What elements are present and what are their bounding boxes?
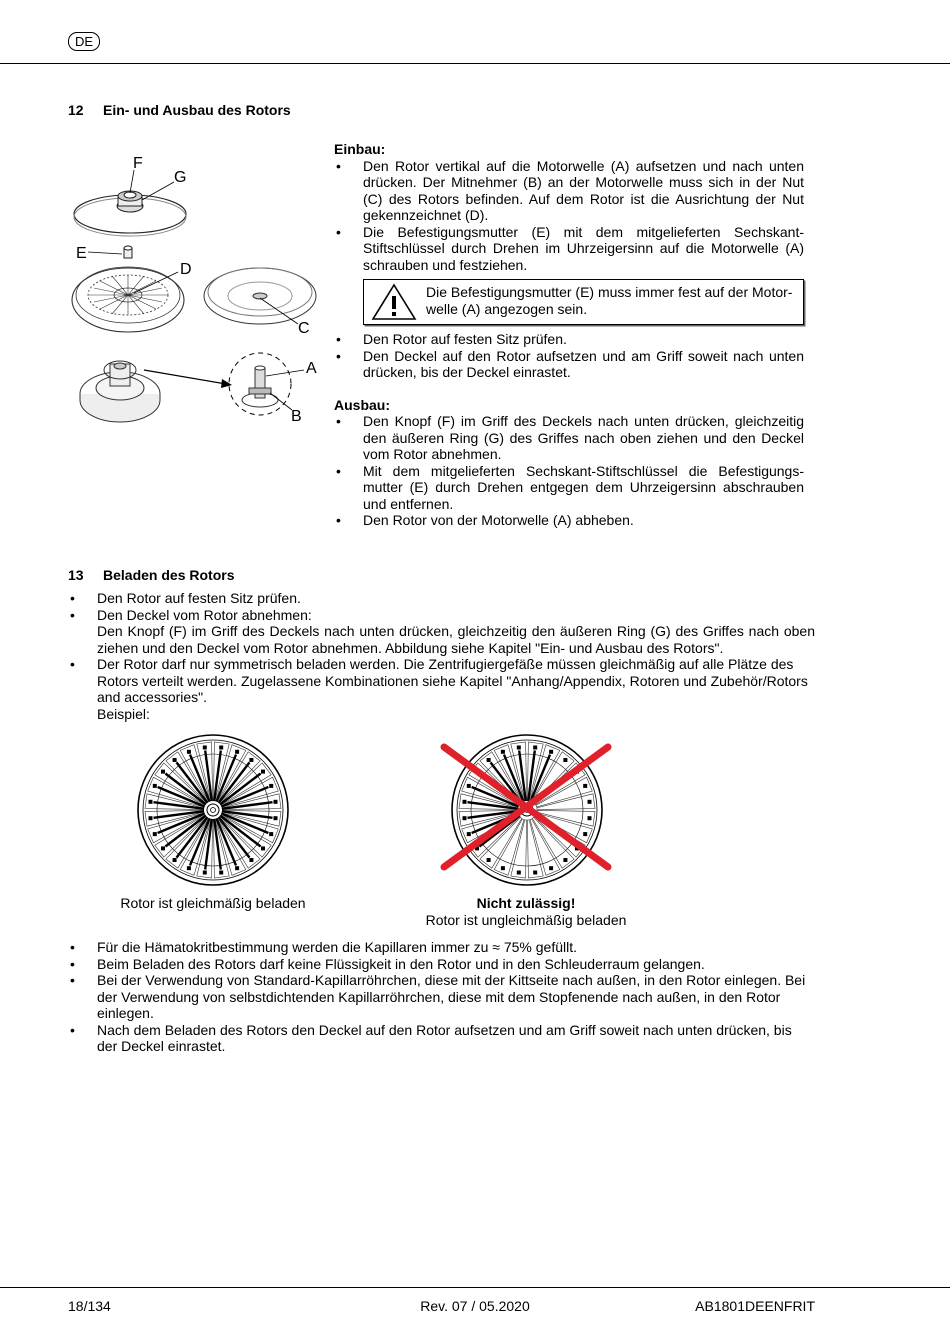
section-12-title: Ein- und Ausbau des Rotors (103, 102, 291, 118)
list-item: • Beim Beladen des Rotors darf keine Flüssigkeit in den Rotor und in den Schleuderraum gelangen. (68, 956, 815, 973)
einbau-list-2 (334, 331, 804, 381)
list-item-extra: Den Knopf (F) im Griff des Deckels nach unten drücken, gleichzeitig den äußeren Ring (G) des Griffes nach oben ziehen und den Deckel vom Rotor abnehmen. Abbildung siehe Kapitel "Ein- und Ausbau des Rotors". (97, 623, 815, 656)
slot-number-mark (187, 750, 191, 754)
detail-arrow (144, 370, 226, 384)
label-f-leader (130, 170, 134, 193)
list-item: • Mit dem mitgelieferten Sechskant-Stiftschlüssel die Befestigungs-mutter (E) durch Drehen entgegen dem Uhrzeigersinn abschrauben und entfernen. (334, 463, 804, 513)
slot-number-mark (249, 858, 253, 862)
lid-drawing (74, 191, 186, 236)
warning-icon (370, 282, 418, 322)
slot-number-mark (235, 750, 239, 754)
slot-number-mark (187, 866, 191, 870)
caption-bad-title: Nicht zulässig! (476, 895, 576, 911)
label-e: E (76, 245, 87, 262)
list-item: • Den Rotor von der Motorwelle (A) abheben. (334, 512, 804, 529)
shaft-detail-drawing (242, 366, 278, 407)
caption-ok: Rotor ist gleichmäßig beladen (120, 895, 306, 911)
slot-number-mark (269, 832, 273, 836)
label-g: G (174, 169, 187, 186)
rotor-hub (207, 804, 219, 816)
caption-bad-text: Rotor ist ungleichmäßig beladen (425, 912, 627, 928)
list-item-text: Den Rotor auf festen Sitz prüfen. (97, 590, 301, 606)
label-f: F (133, 155, 143, 172)
slot-number-mark (173, 858, 177, 862)
slot-number-mark (274, 800, 278, 804)
label-a-leader (266, 370, 304, 376)
footer-rule (0, 1287, 950, 1288)
slot-number-mark (261, 770, 265, 774)
list-item: • Nach dem Beladen des Rotors den Deckel auf den Rotor aufsetzen und am Griff soweit nach unten drücken, bis der Deckel einrastet. (68, 1022, 815, 1055)
list-item-text: Der Rotor darf nur symmetrisch beladen werden. Die Zentrifugiergefäße müssen gleichmäßig auf alle Plätze des Rotors verteilt werden. Zugelassene Kombinationen siehe Kapitel "Anhang/Appendix, Rotoren und Zubehör/Rotors and accessories". (97, 656, 808, 705)
slot-number-mark (203, 746, 207, 750)
label-a: A (306, 360, 317, 377)
header-rule (0, 63, 950, 64)
list-item-extra: Beispiel: (97, 705, 150, 722)
slot-number-mark (261, 846, 265, 850)
ausbau-title: Ausbau: (334, 396, 390, 413)
label-c: C (298, 320, 310, 337)
caption-bad (396, 895, 656, 929)
list-item: • Den Deckel auf den Rotor aufsetzen und am Griff soweit nach unten drücken, bis der Deckel einrastet. (334, 348, 804, 381)
label-d: D (180, 261, 192, 278)
slot-number-mark (235, 866, 239, 870)
slot-number-mark (149, 816, 153, 820)
slot-number-mark (173, 758, 177, 762)
loading-list (68, 590, 815, 722)
list-item: • Den Rotor vertikal auf die Motorwelle (A) aufsetzen und nach unten drücken. Der Mitnehmer (B) an der Motorwelle muss sich in der Nut (C) des Rotors befinden. Auf dem Rotor ist die Ausrichtung der Nut gekennzeichnet (D). (334, 158, 804, 224)
notes-list (68, 939, 815, 1055)
list-item: • Den Knopf (F) im Griff des Deckels nach unten drücken, gleichzeitig den äußeren Ring (G) des Griffes nach oben ziehen und den Deckel vom Rotor abnehmen. (334, 413, 804, 463)
list-item-text: Den Deckel vom Rotor abnehmen: (97, 606, 312, 623)
slot-number-mark (161, 846, 165, 850)
slot-number-mark (249, 758, 253, 762)
ausbau-list (334, 413, 804, 529)
label-b: B (291, 408, 302, 425)
section-13-number: 13 (68, 567, 84, 583)
section-13-text (68, 590, 815, 722)
slot-number-mark (274, 816, 278, 820)
section-13-title: Beladen des Rotors (103, 567, 235, 583)
list-item: • Bei der Verwendung von Standard-Kapillarröhrchen, diese mit der Kittseite nach außen, in den Rotor einlegen. Bei der Verwendung von selbstdichtenden Kapillarröhrchen, diese mit dem Stopfenende nach außen, in den Rotor einlegen. (68, 972, 815, 1022)
rotor-installation-figure (64, 148, 326, 428)
slot-number-mark (219, 746, 223, 750)
slot-number-mark (219, 871, 223, 875)
list-item (68, 590, 815, 607)
section-12-text (334, 141, 804, 529)
slot-number-mark (153, 784, 157, 788)
slot-number-mark (149, 800, 153, 804)
list-item (68, 656, 815, 722)
list-item: • Die Befestigungsmutter (E) mit dem mitgelieferten Sechskant-Stiftschlüssel durch Drehen im Uhrzeigersinn auf die Motorwelle (A) schrauben und festziehen. (334, 224, 804, 274)
detail-arrow-head (221, 379, 232, 388)
warning-box (363, 279, 804, 325)
slot-number-mark (153, 832, 157, 836)
footer-revision: Rev. 07 / 05.2020 (420, 1298, 530, 1314)
section-12-heading (68, 102, 291, 118)
footer-page: 18/134 (68, 1298, 111, 1314)
footer-doc-id: AB1801DEENFRIT (695, 1298, 815, 1314)
list-item: • Den Rotor auf festen Sitz prüfen. (334, 331, 804, 348)
not-allowed-cross (438, 742, 614, 872)
rotor-loaded-ok-diagram (135, 732, 291, 888)
slot-number-mark (203, 871, 207, 875)
section-12-number: 12 (68, 102, 84, 118)
warning-text: Die Befestigungsmutter (E) muss immer fest auf der Motor-welle (A) angezogen sein. (426, 284, 793, 317)
section-13-notes (68, 939, 815, 1055)
einbau-title: Einbau: (334, 141, 386, 157)
list-item: • Für die Hämatokritbestimmung werden die Kapillaren immer zu ≈ 75% gefüllt. (68, 939, 815, 956)
rotor-bottom-drawing (204, 268, 316, 324)
slot-number-mark (161, 770, 165, 774)
list-item (68, 607, 815, 657)
slot-number-mark (269, 784, 273, 788)
section-13-heading (68, 567, 234, 583)
einbau-list (334, 158, 804, 274)
language-badge: DE (68, 32, 100, 51)
label-e-leader (88, 252, 122, 254)
nut-drawing (124, 246, 132, 258)
